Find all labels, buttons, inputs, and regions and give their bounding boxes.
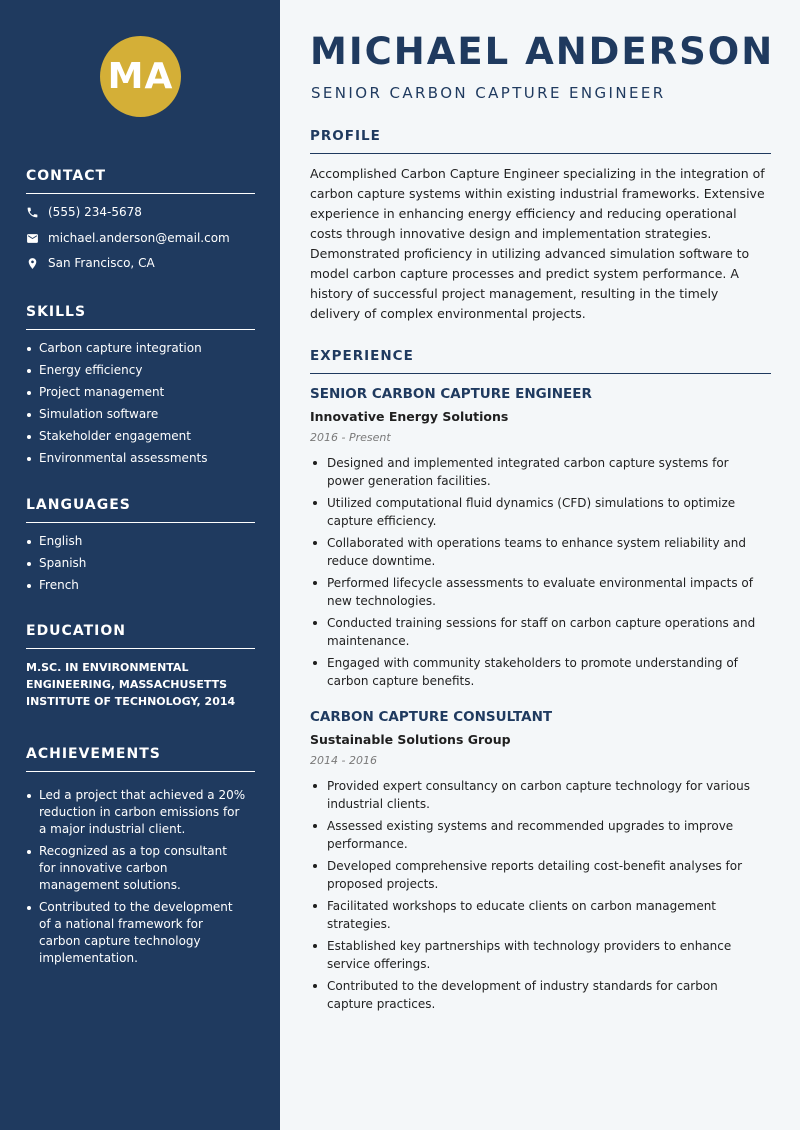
skill-item: Simulation software	[26, 406, 261, 423]
job-bullet: Utilized computational fluid dynamics (CFD) simulations to optimize capture efficiency.	[310, 494, 765, 530]
location-pin-icon	[26, 257, 39, 270]
skills-list	[26, 340, 261, 472]
job-bullet: Performed lifecycle assessments to evaluate environmental impacts of new technologies.	[310, 574, 765, 610]
contact-email[interactable]	[26, 229, 230, 247]
sidebar	[0, 0, 280, 1130]
candidate-name: MICHAEL ANDERSON	[310, 30, 775, 73]
job-bullet: Contributed to the development of industry standards for carbon capture practices.	[310, 977, 765, 1013]
skill-item: Energy efficiency	[26, 362, 261, 379]
job-bullet: Developed comprehensive reports detailing cost-benefit analyses for proposed projects.	[310, 857, 765, 893]
job-title: CARBON CAPTURE CONSULTANT	[310, 709, 553, 725]
email-icon	[26, 232, 39, 245]
skills-heading: SKILLS	[26, 304, 255, 330]
language-item: English	[26, 533, 261, 550]
phone-icon	[26, 206, 39, 219]
profile-text: Accomplished Carbon Capture Engineer specializing in the integration of carbon capture systems within existing industrial frameworks. Extensive experience in enhancing energy efficiency and reducing operational costs through innovative design and implementation strategies. Demonstrated proficiency in utilizing advanced simulation software to model carbon capture processes and predict system performance. A history of successful project management, resulting in the timely delivery of complex environmental projects.	[310, 166, 765, 321]
achievement-item: Led a project that achieved a 20% reduction in carbon emissions for a major industrial client.	[26, 787, 246, 838]
job-company: Innovative Energy Solutions	[310, 409, 509, 424]
location-text: San Francisco, CA	[48, 256, 155, 270]
avatar: MA	[100, 36, 181, 117]
skill-item: Project management	[26, 384, 261, 401]
languages-heading: LANGUAGES	[26, 497, 255, 523]
job-bullet: Provided expert consultancy on carbon capture technology for various industrial clients.	[310, 777, 765, 813]
job-bullet: Engaged with community stakeholders to promote understanding of carbon capture benefits.	[310, 654, 765, 690]
candidate-title: SENIOR CARBON CAPTURE ENGINEER	[311, 84, 666, 102]
job-bullets	[310, 777, 765, 1017]
job-bullets	[310, 454, 765, 694]
contact-phone[interactable]	[26, 203, 142, 221]
job-bullet: Established key partnerships with technology providers to enhance service offerings.	[310, 937, 765, 973]
job-dates: 2014 - 2016	[310, 754, 377, 767]
language-item: French	[26, 577, 261, 594]
job-bullet: Assessed existing systems and recommended upgrades to improve performance.	[310, 817, 765, 853]
contact-location	[26, 254, 155, 272]
job-company: Sustainable Solutions Group	[310, 732, 511, 747]
achievements-list	[26, 787, 246, 972]
job-bullet: Collaborated with operations teams to enhance system reliability and reduce downtime.	[310, 534, 765, 570]
skill-item: Carbon capture integration	[26, 340, 261, 357]
profile-heading: PROFILE	[310, 128, 771, 154]
job-title: SENIOR CARBON CAPTURE ENGINEER	[310, 386, 592, 402]
contact-heading: CONTACT	[26, 168, 255, 194]
achievement-item: Recognized as a top consultant for innovative carbon management solutions.	[26, 843, 246, 894]
job-bullet: Facilitated workshops to educate clients on carbon management strategies.	[310, 897, 765, 933]
education-heading: EDUCATION	[26, 623, 255, 649]
language-item: Spanish	[26, 555, 261, 572]
phone-text: (555) 234-5678	[48, 205, 142, 219]
skill-item: Stakeholder engagement	[26, 428, 261, 445]
job-bullet: Designed and implemented integrated carbon capture systems for power generation facilities.	[310, 454, 765, 490]
languages-list	[26, 533, 261, 599]
achievements-heading: ACHIEVEMENTS	[26, 746, 255, 772]
main-content	[280, 0, 800, 1130]
job-dates: 2016 - Present	[310, 431, 391, 444]
education-entry: M.SC. IN ENVIRONMENTAL ENGINEERING, MASSACHUSETTS INSTITUTE OF TECHNOLOGY, 2014	[26, 661, 236, 708]
job-bullet: Conducted training sessions for staff on carbon capture operations and maintenance.	[310, 614, 765, 650]
achievement-item: Contributed to the development of a national framework for carbon capture technology implementation.	[26, 899, 246, 967]
experience-heading: EXPERIENCE	[310, 348, 771, 374]
email-text: michael.anderson@email.com	[48, 231, 230, 245]
skill-item: Environmental assessments	[26, 450, 261, 467]
